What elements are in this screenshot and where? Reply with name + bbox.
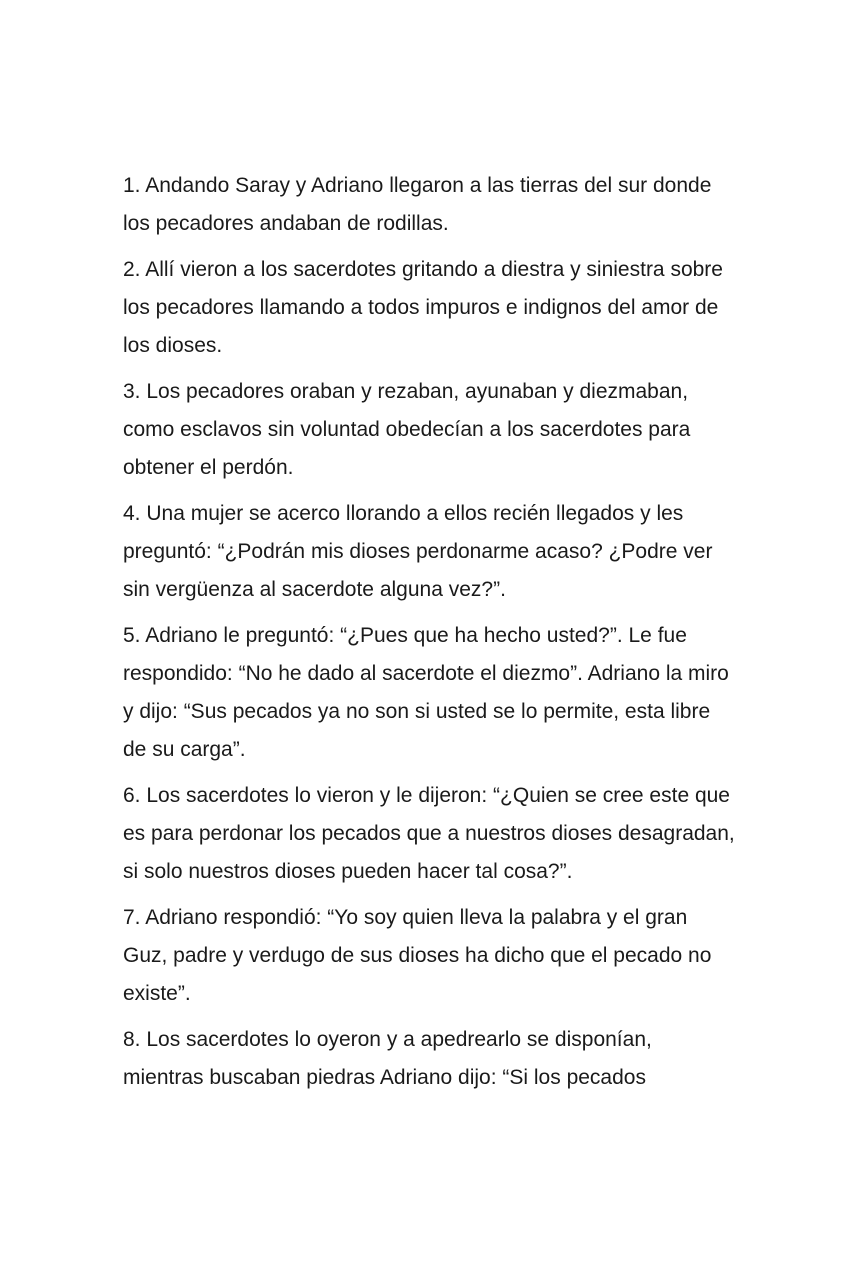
verse-7: 7. Adriano respondió: “Yo soy quien lleva la palabra y el gran Guz, padre y verdugo de sus dioses ha dicho que el pecado no existe”. bbox=[123, 906, 712, 1005]
verse-4: 4. Una mujer se acerco llorando a ellos recién llegados y les preguntó: “¿Podrán mis dioses perdonarme acaso? ¿Podre ver sin vergüenza al sacerdote alguna vez?”. bbox=[123, 502, 713, 601]
body-text bbox=[123, 167, 735, 1097]
verse-2: 2. Allí vieron a los sacerdotes gritando a diestra y siniestra sobre los pecadores llamando a todos impuros e indignos del amor de los dioses. bbox=[123, 258, 723, 357]
verse-8: 8. Los sacerdotes lo oyeron y a apedrearlo se disponían, mientras buscaban piedras Adriano dijo: “Si los pecados bbox=[123, 1028, 652, 1089]
verse-3: 3. Los pecadores oraban y rezaban, ayunaban y diezmaban, como esclavos sin voluntad obedecían a los sacerdotes para obtener el perdón. bbox=[123, 380, 691, 479]
verse-6: 6. Los sacerdotes lo vieron y le dijeron: “¿Quien se cree este que es para perdonar los pecados que a nuestros dioses desagradan, si solo nuestros dioses pueden hacer tal cosa?”. bbox=[123, 784, 735, 883]
verse-5: 5. Adriano le preguntó: “¿Pues que ha hecho usted?”. Le fue respondido: “No he dado al sacerdote el diezmo”. Adriano la miro y dijo: “Sus pecados ya no son si usted se lo permite, esta libre de su carga”. bbox=[123, 624, 729, 761]
verse-1: 1. Andando Saray y Adriano llegaron a las tierras del sur donde los pecadores andaban de rodillas. bbox=[123, 174, 712, 235]
